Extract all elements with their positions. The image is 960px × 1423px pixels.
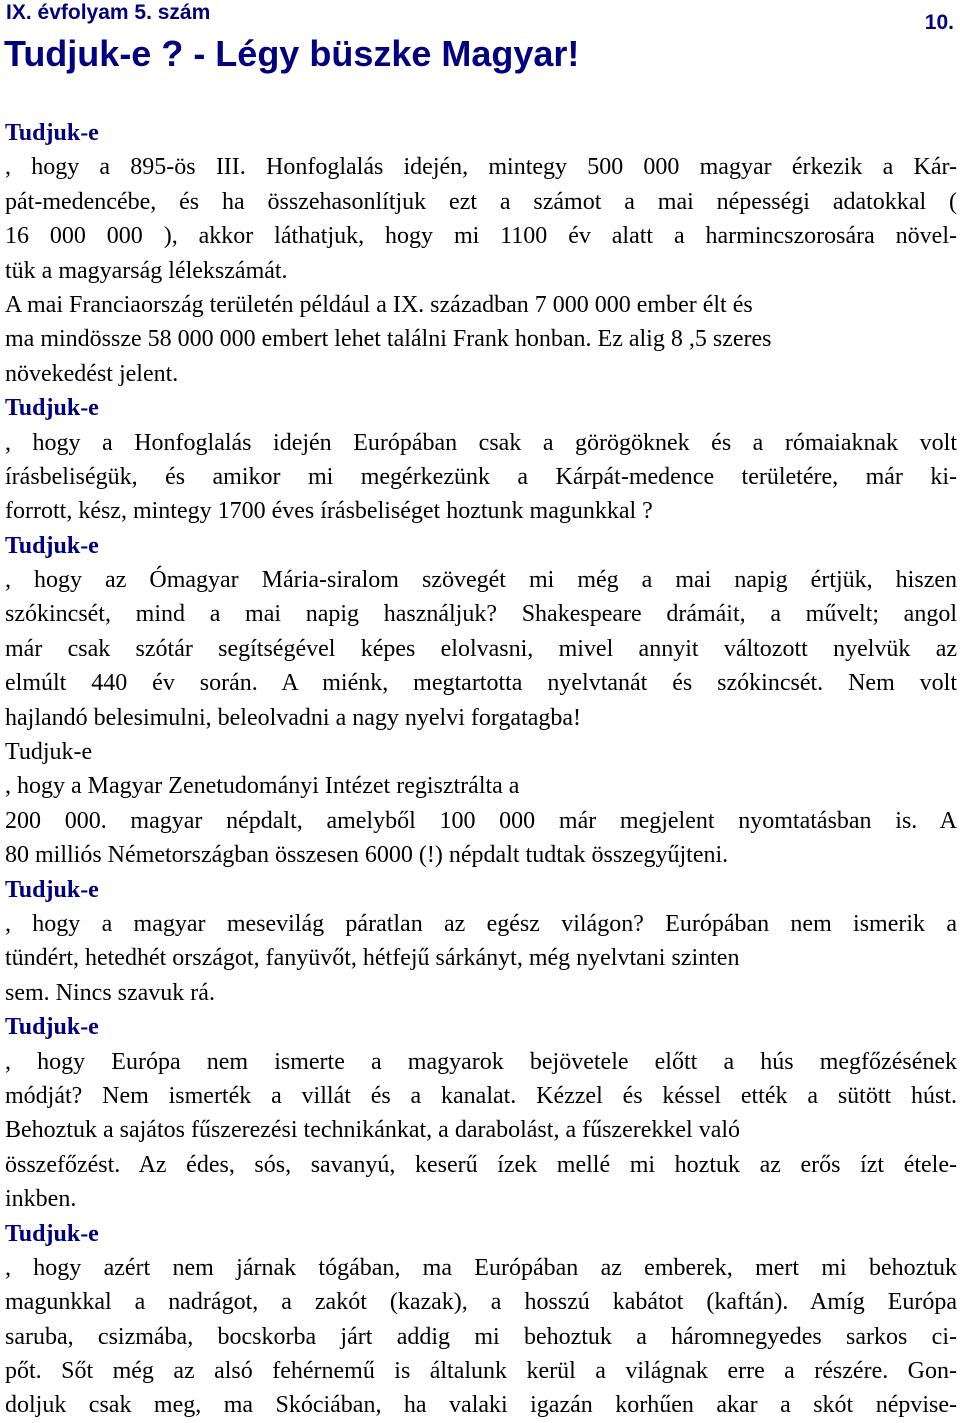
page-number: 10.	[924, 11, 954, 34]
text-line: elmúlt 440 év során. A miénk, megtartotta nyelvtanát és szókincsét. Nem volt	[5, 670, 957, 697]
text-line: már csak szótár segítségével képes elolvasni, mivel annyit változott nyelvük az	[5, 635, 957, 662]
text-line: pát-medencébe, és ha összehasonlítjuk ezt a számot a mai népességi adatokkal (	[5, 188, 957, 215]
text-line: doljuk csak meg, ma Skóciában, ha valaki igazán korhűen akar a skót népvise-	[5, 1392, 957, 1419]
text-line: módját? Nem ismerték a villát és a kanalat. Kézzel és késsel ették a sütött húst.	[5, 1082, 957, 1109]
section-heading: Tudjuk-e	[5, 532, 99, 559]
text-line: , hogy azért nem járnak tógában, ma Európában az emberek, mert mi behoztuk	[5, 1254, 957, 1281]
text-line: pőt. Sőt még az alsó fehérnemű is általunk kerül a világnak erre a részére. Gon-	[5, 1358, 957, 1385]
text-line: , hogy a 895-ös III. Honfoglalás idején, mintegy 500 000 magyar érkezik a Kár-	[5, 154, 957, 181]
text-line: , hogy a Magyar Zenetudományi Intézet regisztrálta a	[5, 773, 520, 800]
text-line: Behoztuk a sajátos fűszerezési technikánkat, a darabolást, a fűszerekkel való	[5, 1117, 741, 1144]
article-body	[5, 116, 957, 1423]
text-line: írásbeliségük, és amikor mi megérkezünk a Kárpát-medence területére, már ki-	[5, 463, 957, 490]
section-heading: Tudjuk-e	[5, 1220, 99, 1247]
text-line: magunkkal a nadrágot, a zakót (kazak), a hosszú kabátot (kaftán). Amíg Európa	[5, 1289, 957, 1316]
text-line: , hogy a Honfoglalás idején Európában csak a görögöknek és a rómaiaknak volt	[5, 429, 957, 456]
section-heading: Tudjuk-e	[5, 120, 99, 146]
section-heading: Tudjuk-e	[5, 876, 99, 903]
text-line: , hogy a magyar mesevilág páratlan az egész világon? Európában nem ismerik a	[5, 910, 957, 937]
section-heading: Tudjuk-e	[5, 395, 99, 422]
text-line: összefőzést. Az édes, sós, savanyú, keserű ízek mellé mi hoztuk az erős ízt étele-	[5, 1151, 957, 1178]
text-line: saruba, csizmába, bocskorba járt addig mi behoztuk a háromnegyedes sarkos ci-	[5, 1323, 957, 1350]
text-line: ma mindössze 58 000 000 embert lehet találni Frank honban. Ez alig 8 ,5 szeres	[5, 326, 772, 353]
text-line: sem. Nincs szavuk rá.	[5, 979, 215, 1006]
text-line: 200 000. magyar népdalt, amelyből 100 000 már megjelent nyomtatásban is. A	[5, 807, 957, 834]
text-line: 80 milliós Németországban összesen 6000 (!) népdalt tudtak összegyűjteni.	[5, 842, 729, 869]
page-title: Tudjuk-e ? - Légy büszke Magyar!	[4, 33, 580, 74]
text-line: tündért, hetedhét országot, fanyüvőt, hétfejű sárkányt, még nyelvtani szinten	[5, 945, 740, 972]
text-line: , hogy Európa nem ismerte a magyarok bejövetele előtt a hús megfőzésének	[5, 1048, 957, 1075]
section-heading: Tudjuk-e	[5, 739, 93, 766]
text-line: 16 000 000 ), akkor láthatjuk, hogy mi 1100 év alatt a harmincszorosára növel-	[5, 223, 957, 250]
text-line: A mai Franciaország területén például a IX. században 7 000 000 ember élt és	[5, 291, 753, 318]
text-line: , hogy az Ómagyar Mária-siralom szövegét mi még a mai napig értjük, hiszen	[5, 567, 957, 594]
text-line: hajlandó belesimulni, beleolvadni a nagy nyelvi forgatagba!	[5, 704, 582, 731]
text-line: tük a magyarság lélekszámát.	[5, 257, 288, 284]
section-heading: Tudjuk-e	[5, 1014, 99, 1041]
text-line: inkben.	[5, 1186, 77, 1213]
issue-label: IX. évfolyam 5. szám	[6, 1, 211, 24]
text-line: szókincsét, mind a mai napig használjuk? Shakespeare drámáit, a művelt; angol	[5, 601, 957, 628]
text-line: forrott, kész, mintegy 1700 éves írásbeliséget hoztunk magunkkal ?	[5, 498, 653, 525]
text-line: növekedést jelent.	[5, 360, 179, 387]
